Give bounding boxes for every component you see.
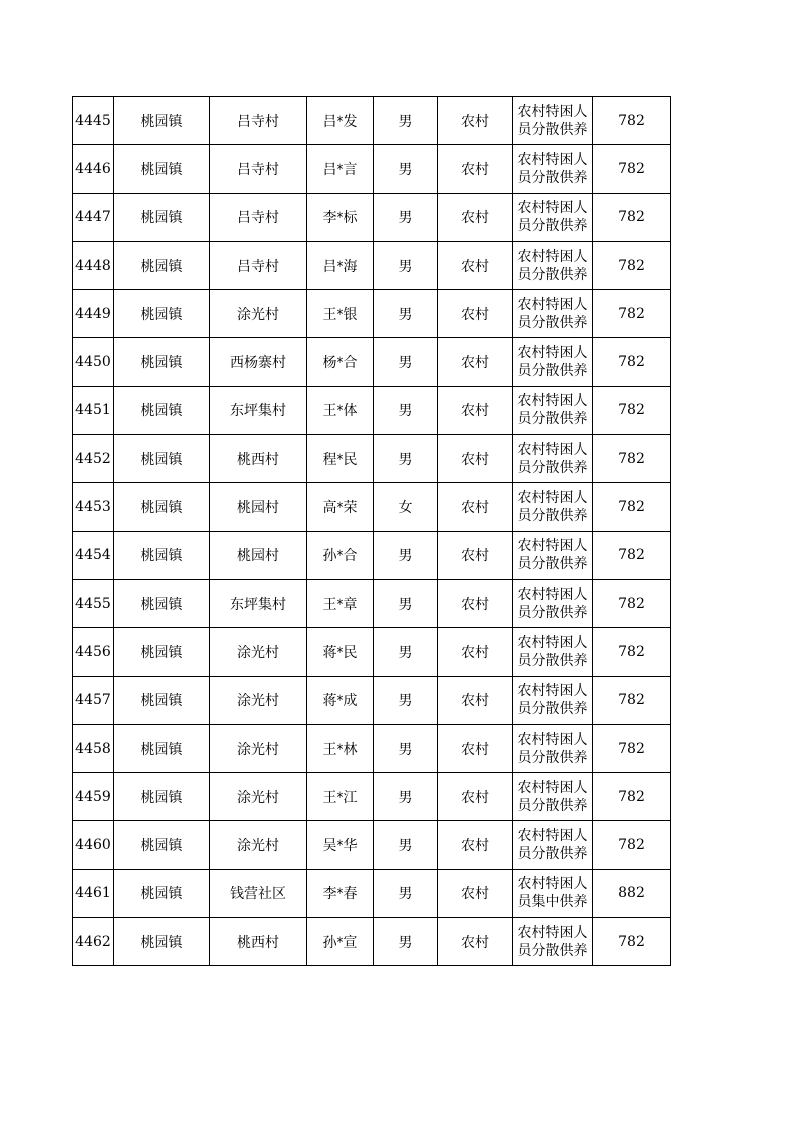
support-type-cell — [513, 338, 593, 386]
support-type-cell — [513, 773, 593, 821]
area-cell: 农村 — [438, 435, 513, 483]
amount-cell: 782 — [593, 193, 671, 241]
support-type-line1: 农村特困人 — [517, 634, 588, 651]
row-id-cell: 4461 — [73, 869, 114, 917]
amount-cell: 782 — [593, 918, 671, 966]
support-type-line2: 员分散供养 — [517, 121, 588, 138]
name-cell: 吕*海 — [307, 241, 374, 289]
village-cell: 吕寺村 — [210, 241, 307, 289]
support-type-cell — [513, 386, 593, 434]
amount-cell: 782 — [593, 338, 671, 386]
area-cell: 农村 — [438, 531, 513, 579]
records-table — [72, 96, 671, 966]
support-type-cell — [513, 531, 593, 579]
village-cell: 桃西村 — [210, 435, 307, 483]
area-cell: 农村 — [438, 869, 513, 917]
area-cell: 农村 — [438, 386, 513, 434]
name-cell: 杨*合 — [307, 338, 374, 386]
name-cell: 王*章 — [307, 579, 374, 627]
table-row — [73, 386, 671, 434]
row-id-cell: 4445 — [73, 97, 114, 145]
support-type-line2: 员分散供养 — [517, 314, 588, 331]
area-cell: 农村 — [438, 628, 513, 676]
village-cell: 东坪集村 — [210, 386, 307, 434]
town-cell: 桃园镇 — [114, 773, 210, 821]
row-id-cell: 4462 — [73, 918, 114, 966]
name-cell: 蒋*成 — [307, 676, 374, 724]
support-type-cell — [513, 97, 593, 145]
support-type-cell — [513, 193, 593, 241]
name-cell: 王*林 — [307, 724, 374, 772]
area-cell: 农村 — [438, 290, 513, 338]
town-cell: 桃园镇 — [114, 579, 210, 627]
village-cell: 涂光村 — [210, 676, 307, 724]
row-id-cell: 4447 — [73, 193, 114, 241]
row-id-cell: 4460 — [73, 821, 114, 869]
village-cell: 吕寺村 — [210, 193, 307, 241]
name-cell: 王*江 — [307, 773, 374, 821]
support-type-line1: 农村特困人 — [517, 586, 588, 603]
village-cell: 涂光村 — [210, 290, 307, 338]
area-cell: 农村 — [438, 579, 513, 627]
area-cell: 农村 — [438, 97, 513, 145]
town-cell: 桃园镇 — [114, 290, 210, 338]
town-cell: 桃园镇 — [114, 193, 210, 241]
name-cell: 孙*合 — [307, 531, 374, 579]
amount-cell: 782 — [593, 386, 671, 434]
area-cell: 农村 — [438, 338, 513, 386]
area-cell: 农村 — [438, 773, 513, 821]
table-row — [73, 241, 671, 289]
gender-cell: 男 — [374, 97, 438, 145]
support-type-line1: 农村特困人 — [517, 103, 588, 120]
table-row — [73, 579, 671, 627]
support-type-line2: 员分散供养 — [517, 556, 588, 573]
support-type-cell — [513, 579, 593, 627]
amount-cell: 782 — [593, 773, 671, 821]
amount-cell: 882 — [593, 869, 671, 917]
row-id-cell: 4446 — [73, 145, 114, 193]
gender-cell: 男 — [374, 821, 438, 869]
support-type-line2: 员分散供养 — [517, 218, 588, 235]
name-cell: 王*银 — [307, 290, 374, 338]
village-cell: 吕寺村 — [210, 145, 307, 193]
table-row — [73, 483, 671, 531]
support-type-line1: 农村特困人 — [517, 151, 588, 168]
support-type-cell — [513, 724, 593, 772]
row-id-cell: 4458 — [73, 724, 114, 772]
table-row — [73, 97, 671, 145]
support-type-line1: 农村特困人 — [517, 345, 588, 362]
row-id-cell: 4449 — [73, 290, 114, 338]
amount-cell: 782 — [593, 290, 671, 338]
amount-cell: 782 — [593, 241, 671, 289]
amount-cell: 782 — [593, 483, 671, 531]
village-cell: 桃园村 — [210, 483, 307, 531]
records-body — [73, 97, 671, 966]
town-cell: 桃园镇 — [114, 483, 210, 531]
support-type-line2: 员分散供养 — [517, 652, 588, 669]
support-type-line2: 员分散供养 — [517, 942, 588, 959]
amount-cell: 782 — [593, 676, 671, 724]
name-cell: 程*民 — [307, 435, 374, 483]
gender-cell: 男 — [374, 918, 438, 966]
town-cell: 桃园镇 — [114, 241, 210, 289]
amount-cell: 782 — [593, 97, 671, 145]
name-cell: 李*春 — [307, 869, 374, 917]
town-cell: 桃园镇 — [114, 628, 210, 676]
area-cell: 农村 — [438, 145, 513, 193]
village-cell: 涂光村 — [210, 773, 307, 821]
row-id-cell: 4451 — [73, 386, 114, 434]
row-id-cell: 4455 — [73, 579, 114, 627]
town-cell: 桃园镇 — [114, 97, 210, 145]
gender-cell: 男 — [374, 628, 438, 676]
row-id-cell: 4453 — [73, 483, 114, 531]
name-cell: 高*荣 — [307, 483, 374, 531]
town-cell: 桃园镇 — [114, 386, 210, 434]
name-cell: 蒋*民 — [307, 628, 374, 676]
table-row — [73, 821, 671, 869]
table-row — [73, 918, 671, 966]
support-type-line1: 农村特困人 — [517, 200, 588, 217]
town-cell: 桃园镇 — [114, 531, 210, 579]
support-type-cell — [513, 435, 593, 483]
support-type-line2: 员分散供养 — [517, 363, 588, 380]
village-cell: 涂光村 — [210, 628, 307, 676]
town-cell: 桃园镇 — [114, 918, 210, 966]
row-id-cell: 4456 — [73, 628, 114, 676]
support-type-line2: 员分散供养 — [517, 846, 588, 863]
gender-cell: 女 — [374, 483, 438, 531]
support-type-line1: 农村特困人 — [517, 876, 588, 893]
town-cell: 桃园镇 — [114, 821, 210, 869]
village-cell: 东坪集村 — [210, 579, 307, 627]
amount-cell: 782 — [593, 628, 671, 676]
support-type-cell — [513, 676, 593, 724]
support-type-cell — [513, 483, 593, 531]
table-row — [73, 724, 671, 772]
table-row — [73, 676, 671, 724]
support-type-cell — [513, 241, 593, 289]
village-cell: 西杨寨村 — [210, 338, 307, 386]
gender-cell: 男 — [374, 676, 438, 724]
support-type-line2: 员分散供养 — [517, 604, 588, 621]
support-type-line2: 员分散供养 — [517, 411, 588, 428]
gender-cell: 男 — [374, 869, 438, 917]
town-cell: 桃园镇 — [114, 869, 210, 917]
village-cell: 涂光村 — [210, 724, 307, 772]
support-type-line1: 农村特困人 — [517, 779, 588, 796]
support-type-line1: 农村特困人 — [517, 296, 588, 313]
table-row — [73, 435, 671, 483]
town-cell: 桃园镇 — [114, 338, 210, 386]
town-cell: 桃园镇 — [114, 145, 210, 193]
gender-cell: 男 — [374, 290, 438, 338]
support-type-cell — [513, 918, 593, 966]
table-row — [73, 628, 671, 676]
gender-cell: 男 — [374, 724, 438, 772]
support-type-line1: 农村特困人 — [517, 441, 588, 458]
village-cell: 吕寺村 — [210, 97, 307, 145]
name-cell: 吕*言 — [307, 145, 374, 193]
support-type-line1: 农村特困人 — [517, 731, 588, 748]
row-id-cell: 4452 — [73, 435, 114, 483]
row-id-cell: 4454 — [73, 531, 114, 579]
amount-cell: 782 — [593, 435, 671, 483]
village-cell: 桃园村 — [210, 531, 307, 579]
name-cell: 吴*华 — [307, 821, 374, 869]
village-cell: 涂光村 — [210, 821, 307, 869]
support-type-line1: 农村特困人 — [517, 490, 588, 507]
area-cell: 农村 — [438, 193, 513, 241]
name-cell: 吕*发 — [307, 97, 374, 145]
town-cell: 桃园镇 — [114, 435, 210, 483]
area-cell: 农村 — [438, 676, 513, 724]
area-cell: 农村 — [438, 483, 513, 531]
support-type-line2: 员分散供养 — [517, 266, 588, 283]
table-row — [73, 773, 671, 821]
area-cell: 农村 — [438, 821, 513, 869]
support-type-line2: 员集中供养 — [517, 894, 588, 911]
gender-cell: 男 — [374, 193, 438, 241]
amount-cell: 782 — [593, 531, 671, 579]
support-type-line1: 农村特困人 — [517, 393, 588, 410]
support-type-line2: 员分散供养 — [517, 797, 588, 814]
support-type-cell — [513, 869, 593, 917]
support-type-line1: 农村特困人 — [517, 248, 588, 265]
name-cell: 王*体 — [307, 386, 374, 434]
town-cell: 桃园镇 — [114, 676, 210, 724]
support-type-cell — [513, 290, 593, 338]
support-type-line1: 农村特困人 — [517, 538, 588, 555]
support-type-line2: 员分散供养 — [517, 169, 588, 186]
area-cell: 农村 — [438, 724, 513, 772]
support-type-line2: 员分散供养 — [517, 508, 588, 525]
gender-cell: 男 — [374, 435, 438, 483]
gender-cell: 男 — [374, 773, 438, 821]
support-type-line2: 员分散供养 — [517, 749, 588, 766]
area-cell: 农村 — [438, 918, 513, 966]
village-cell: 钱营社区 — [210, 869, 307, 917]
gender-cell: 男 — [374, 531, 438, 579]
table-row — [73, 338, 671, 386]
amount-cell: 782 — [593, 579, 671, 627]
row-id-cell: 4450 — [73, 338, 114, 386]
support-type-cell — [513, 821, 593, 869]
table-row — [73, 869, 671, 917]
support-type-line2: 员分散供养 — [517, 701, 588, 718]
table-row — [73, 145, 671, 193]
gender-cell: 男 — [374, 145, 438, 193]
amount-cell: 782 — [593, 724, 671, 772]
amount-cell: 782 — [593, 145, 671, 193]
area-cell: 农村 — [438, 241, 513, 289]
table-row — [73, 290, 671, 338]
gender-cell: 男 — [374, 241, 438, 289]
support-type-cell — [513, 145, 593, 193]
town-cell: 桃园镇 — [114, 724, 210, 772]
table-row — [73, 531, 671, 579]
gender-cell: 男 — [374, 386, 438, 434]
row-id-cell: 4457 — [73, 676, 114, 724]
support-type-line1: 农村特困人 — [517, 683, 588, 700]
amount-cell: 782 — [593, 821, 671, 869]
support-type-line2: 员分散供养 — [517, 459, 588, 476]
name-cell: 孙*宣 — [307, 918, 374, 966]
gender-cell: 男 — [374, 338, 438, 386]
gender-cell: 男 — [374, 579, 438, 627]
village-cell: 桃西村 — [210, 918, 307, 966]
name-cell: 李*标 — [307, 193, 374, 241]
table-row — [73, 193, 671, 241]
support-type-line1: 农村特困人 — [517, 924, 588, 941]
support-type-line1: 农村特困人 — [517, 828, 588, 845]
support-type-cell — [513, 628, 593, 676]
row-id-cell: 4459 — [73, 773, 114, 821]
row-id-cell: 4448 — [73, 241, 114, 289]
